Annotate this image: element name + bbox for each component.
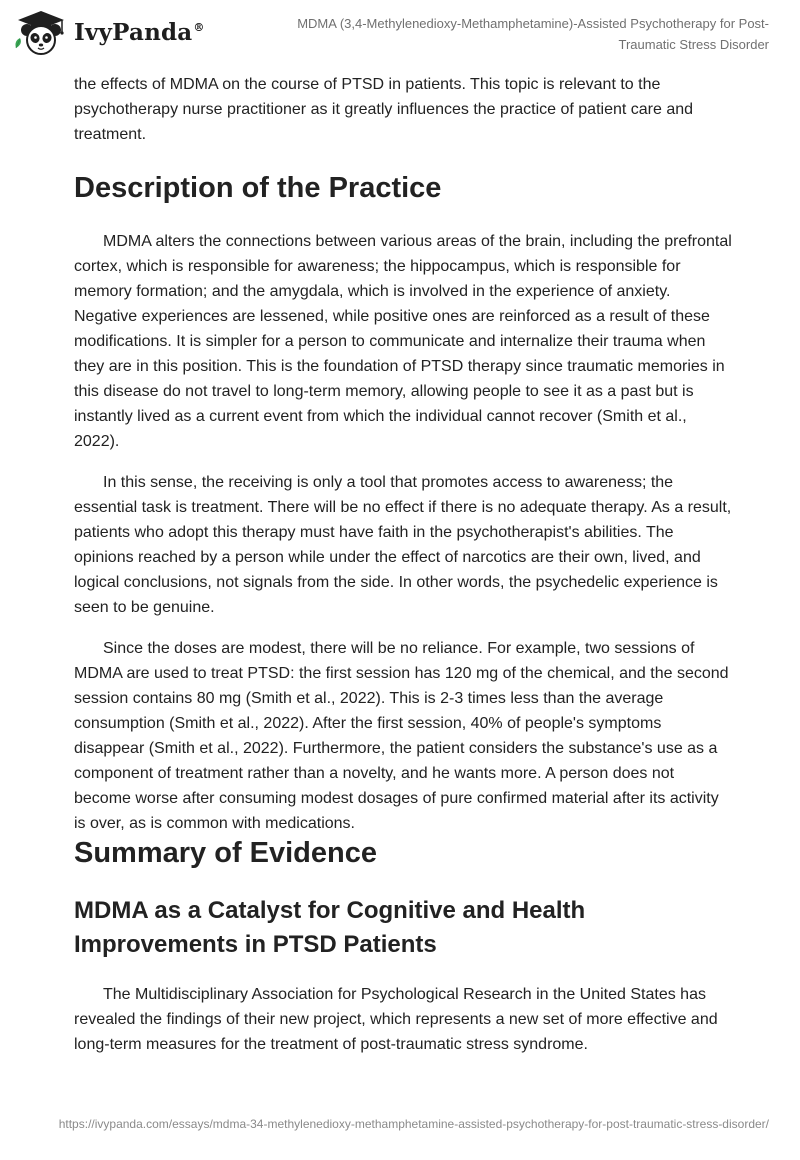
ivypanda-logo[interactable] xyxy=(12,8,205,56)
panda-graduate-icon xyxy=(12,8,70,56)
intro-paragraph: the effects of MDMA on the course of PTSD in patients. This topic is relevant to the psychotherapy nurse practitioner as it greatly influences the practice of patient care and treatment. xyxy=(74,76,694,143)
essay-content xyxy=(74,72,734,1057)
source-url[interactable]: https://ivypanda.com/essays/mdma-34-methylenedioxy-methamphetamine-assisted-psychotherapy-for-post-traumatic-stress-disorder/ xyxy=(58,1117,769,1131)
paragraph: In this sense, the receiving is only a tool that promotes access to awareness; the essential task is treatment. There will be no effect if there is no adequate therapy. As a result, patients who adopt this therapy must have faith in the psychotherapist's abilities. The opinions reached by a person while under the effect of narcotics are their own, lived, and logical conclusions, not signals from the side. In other words, the psychedelic experience is seen to be genuine. xyxy=(74,474,732,616)
subsection-heading: MDMA as a Catalyst for Cognitive and Health Improvements in PTSD Patients xyxy=(74,897,586,958)
section-heading-summary: Summary of Evidence xyxy=(74,837,377,869)
page-header xyxy=(0,0,800,62)
paragraph: Since the doses are modest, there will be no reliance. For example, two sessions of MDMA are used to treat PTSD: the first session has 120 mg of the chemical, and the second session contains 80 mg (Smith et al., 2022). This is 2-3 times less than the average consumption (Smith et al., 2022). After the first session, 40% of people's symptoms disappear (Smith et al., 2022). Furthermore, the patient considers the substance's use as a component of treatment rather than a novelty, and he wants more. A person does not become worse after consuming modest dosages of pure confirmed material after its activity is over, as is common with medications. xyxy=(74,640,729,832)
paragraph: The Multidisciplinary Association for Psychological Research in the United States has revealed the findings of their new project, which represents a new set of more effective and long-term measures for the treatment of post-traumatic stress syndrome. xyxy=(74,986,718,1053)
logo-text: IvyPanda® xyxy=(74,18,205,46)
document-title: MDMA (3,4-Methylenedioxy-Methamphetamine)-Assisted Psychotherapy for Post-Traumatic Stress Disorder xyxy=(297,16,769,52)
section-heading-description: Description of the Practice xyxy=(74,172,442,204)
paragraph: MDMA alters the connections between various areas of the brain, including the prefrontal cortex, which is responsible for awareness; the hippocampus, which is responsible for memory formation; and the amygdala, which is involved in the experience of anxiety. Negative experiences are lessened, while positive ones are reinforced as a result of these modifications. It is simpler for a person to communicate and internalize their trauma when they are in this position. This is the foundation of PTSD therapy since traumatic memories in this disease do not travel to long-term memory, allowing people to see it as a past but is instantly lived as a current event from which the individual cannot recover (Smith et al., 2022). xyxy=(74,233,732,450)
